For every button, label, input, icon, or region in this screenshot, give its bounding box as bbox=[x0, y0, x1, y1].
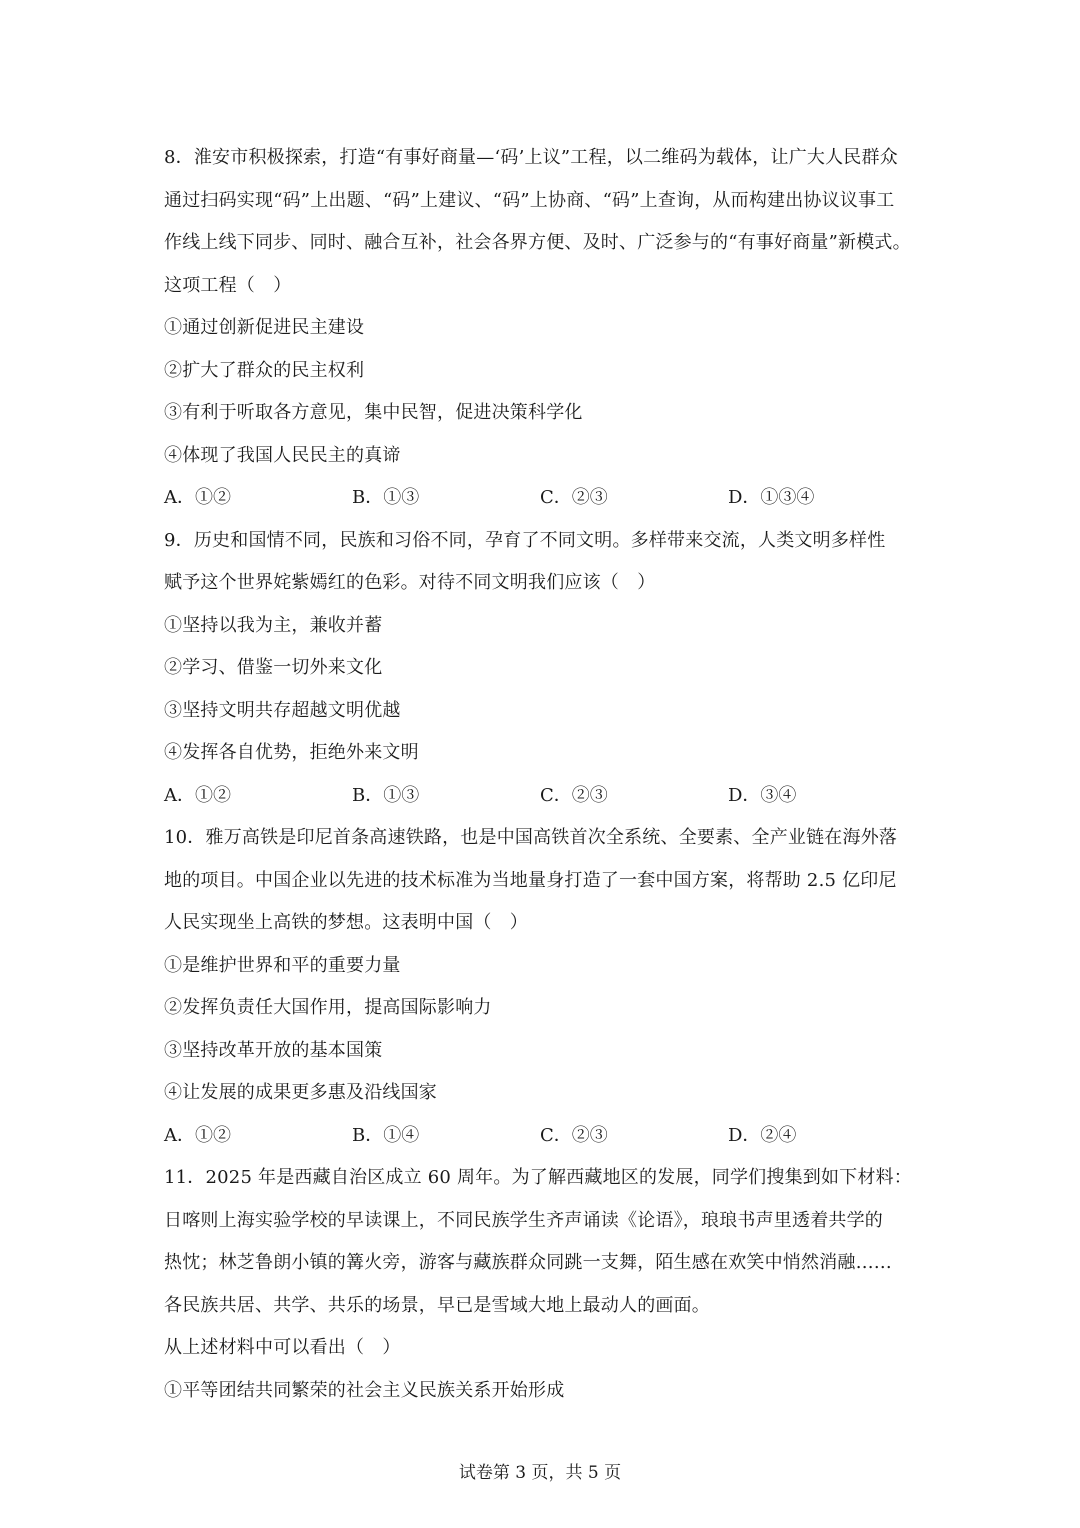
answer-options bbox=[164, 1115, 924, 1158]
question-stem-line: 从上述材料中可以看出（ ） bbox=[164, 1337, 401, 1358]
statement-item: ④发挥各自优势，拒绝外来文明 bbox=[164, 742, 419, 763]
option-a: A．①② bbox=[164, 1124, 231, 1146]
answer-options bbox=[164, 775, 924, 818]
question-stem-line: 各民族共居、共学、共乐的场景，早已是雪域大地上最动人的画面。 bbox=[164, 1294, 710, 1316]
question-stem-line: 人民实现坐上高铁的梦想。这表明中国（ ） bbox=[164, 912, 528, 933]
question-11 bbox=[164, 1157, 924, 1412]
option-b: B．①③ bbox=[352, 487, 420, 508]
answer-options bbox=[164, 477, 924, 520]
option-c: C．②③ bbox=[540, 487, 608, 508]
option-d: D．②④ bbox=[728, 1124, 797, 1146]
statement-item: ①是维护世界和平的重要力量 bbox=[164, 954, 401, 976]
statement-item: ③有利于听取各方意见，集中民智，促进决策科学化 bbox=[164, 402, 583, 423]
page-content bbox=[164, 137, 924, 1412]
question-stem-line: 8．淮安市积极探索，打造“有事好商量—‘码’上议”工程，以二维码为载体，让广大人民群众 bbox=[164, 147, 898, 168]
statement-item: ①通过创新促进民主建设 bbox=[164, 317, 365, 338]
option-a: A．①② bbox=[164, 784, 231, 806]
question-stem-line: 日喀则上海实验学校的早读课上，不同民族学生齐声诵读《论语》，琅琅书声里透着共学的 bbox=[164, 1209, 883, 1231]
option-d: D．③④ bbox=[728, 784, 797, 806]
statement-item: ④体现了我国人民民主的真谛 bbox=[164, 444, 401, 466]
option-c: C．②③ bbox=[540, 784, 608, 806]
option-b: B．①③ bbox=[352, 784, 420, 806]
statement-item: ③坚持文明共存超越文明优越 bbox=[164, 699, 401, 721]
option-a: A．①② bbox=[164, 487, 231, 508]
question-stem-line: 11．2025 年是西藏自治区成立 60 周年。为了解西藏地区的发展，同学们搜集到如下材料： bbox=[164, 1167, 912, 1188]
option-d: D．①③④ bbox=[728, 487, 815, 508]
question-stem-line: 作线上线下同步、同时、融合互补，社会各界方便、及时、广泛参与的“有事好商量”新模式。 bbox=[164, 232, 911, 253]
question-8 bbox=[164, 137, 924, 520]
statement-item: ①平等团结共同繁荣的社会主义民族关系开始形成 bbox=[164, 1379, 565, 1401]
question-stem-line: 通过扫码实现“码”上出题、“码”上建议、“码”上协商、“码”上查询，从而构建出协议议事工 bbox=[164, 189, 895, 211]
question-stem-line: 这项工程（ ） bbox=[164, 274, 292, 296]
statement-item: ①坚持以我为主，兼收并蓄 bbox=[164, 614, 383, 636]
question-stem-line: 热忱；林芝鲁朗小镇的篝火旁，游客与藏族群众同跳一支舞，陌生感在欢笑中悄然消融…… bbox=[164, 1252, 892, 1273]
question-10 bbox=[164, 817, 924, 1157]
option-b: B．①④ bbox=[352, 1124, 420, 1146]
question-stem-line: 9．历史和国情不同，民族和习俗不同，孕育了不同文明。多样带来交流，人类文明多样性 bbox=[164, 529, 886, 551]
statement-item: ③坚持改革开放的基本国策 bbox=[164, 1039, 383, 1061]
question-stem-line: 10．雅万高铁是印尼首条高速铁路，也是中国高铁首次全系统、全要素、全产业链在海外落 bbox=[164, 827, 898, 848]
question-stem-line: 赋予这个世界姹紫嫣红的色彩。对待不同文明我们应该（ ） bbox=[164, 572, 656, 593]
page-footer: 试卷第 3 页，共 5 页 bbox=[458, 1463, 622, 1483]
statement-item: ②学习、借鉴一切外来文化 bbox=[164, 657, 383, 678]
statement-item: ④让发展的成果更多惠及沿线国家 bbox=[164, 1082, 437, 1103]
question-9 bbox=[164, 520, 924, 818]
statement-item: ②发挥负责任大国作用，提高国际影响力 bbox=[164, 997, 492, 1018]
statement-item: ②扩大了群众的民主权利 bbox=[164, 359, 365, 381]
option-c: C．②③ bbox=[540, 1124, 608, 1146]
question-stem-line: 地的项目。中国企业以先进的技术标准为当地量身打造了一套中国方案，将帮助 2.5 亿印尼 bbox=[164, 869, 897, 891]
